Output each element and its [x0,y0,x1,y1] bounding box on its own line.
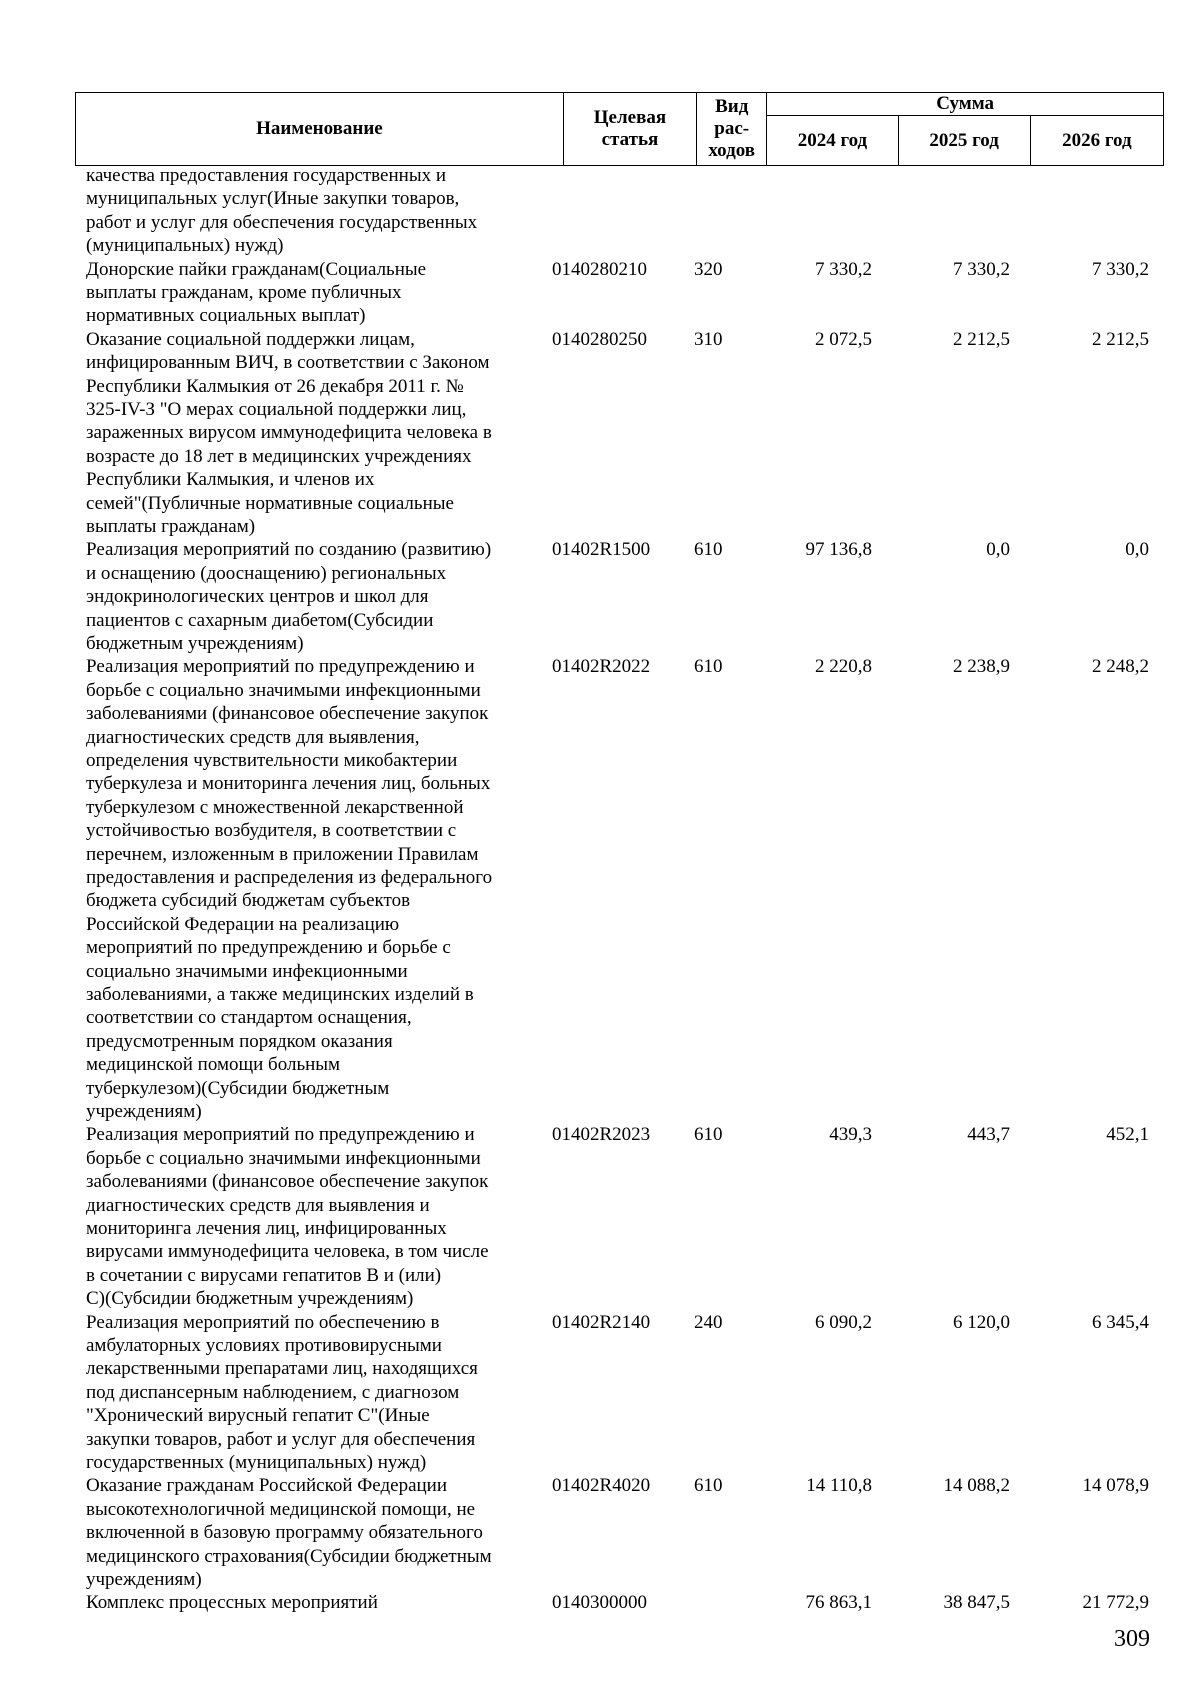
row-name [86,1474,526,1591]
row-amount-2026: 2 212,5 [1092,328,1149,350]
row-name-line: Реализация мероприятий по предупреждению и [86,1124,475,1146]
table-row [0,1311,1200,1475]
row-expense-type: 610 [694,539,723,561]
row-target-article: 0140280210 [552,258,647,280]
page-number: 309 [1114,1626,1150,1652]
row-name-line: перечнем, изложенным в приложении Правилам [86,843,479,865]
row-name-line: Республики Калмыкия от 26 декабря 2011 г. № [86,375,464,397]
row-name-line: пациентов с сахарным диабетом(Субсидии [86,609,434,631]
row-name-line: нормативных социальных выплат) [86,305,366,327]
table-row [0,1123,1200,1310]
row-name [86,164,526,258]
row-name-line: качества предоставления государственных и [86,165,446,186]
row-name-line: определения чувствительности микобактерии [86,750,458,771]
row-amount-2026: 6 345,4 [1092,1311,1149,1333]
row-name-line: Донорские пайки гражданам(Социальные [86,258,427,280]
row-amount-2026: 452,1 [1106,1124,1149,1146]
header-target-article [563,93,696,166]
row-name-line: Реализация мероприятий по предупреждению и [86,656,475,678]
row-name-line: Комплекс процессных мероприятий [86,1592,378,1614]
header-expense-type [697,93,767,166]
row-name-line: борьбе с социально значимыми инфекционными [86,679,481,701]
table-row [0,164,1200,258]
row-name-line: "Хронический вирусный гепатит C"(Иные [86,1405,430,1427]
row-name [86,1123,526,1310]
row-name-line: заболеваниями (финансовое обеспечение закупок [86,1171,489,1193]
row-expense-type: 610 [694,1124,723,1146]
row-amount-2025: 0,0 [986,539,1010,561]
row-name-line: диагностических средств для выявления, [86,726,420,748]
row-name-line: предоставления и распределения из федерального [86,867,493,889]
row-name-line: инфицированным ВИЧ, в соответствии с Законом [86,352,490,374]
row-name-line: социально значимыми инфекционными [86,960,408,982]
row-target-article: 01402R1500 [552,539,651,561]
row-expense-type: 240 [694,1311,723,1333]
row-name-line: Российской Федерации на реализацию [86,913,400,935]
row-target-article: 01402R2022 [552,656,651,678]
table-header [75,92,1164,166]
header-name: Наименование [76,93,564,166]
row-amount-2024: 76 863,1 [805,1592,872,1614]
row-name-line: (муниципальных) нужд) [86,235,284,257]
row-name-line: бюджета субсидий бюджетам субъектов [86,890,411,912]
row-name-line: медицинского страхования(Субсидии бюджетным [86,1545,492,1567]
row-name-line: заболеваниями, а также медицинских изделий в [86,984,474,1006]
row-amount-2024: 7 330,2 [815,258,872,280]
row-name-line: мониторинга лечения лиц, инфицированных [86,1218,447,1239]
row-amount-2025: 14 088,2 [943,1475,1010,1497]
row-name-line: амбулаторных условиях противовирусными [86,1334,442,1356]
row-name-line: борьбе с социально значимыми инфекционными [86,1147,481,1169]
row-name-line: включенной в базовую программу обязательного [86,1522,483,1544]
row-name-line: соответствии со стандартом оснащения, [86,1007,412,1029]
row-name-line: высокотехнологичной медицинской помощи, не [86,1498,476,1520]
header-year-2024: 2024 год [767,116,898,166]
row-amount-2026: 2 248,2 [1092,656,1149,678]
row-expense-type: 610 [694,656,723,678]
row-amount-2025: 2 212,5 [953,328,1010,350]
row-amount-2025: 443,7 [967,1124,1010,1146]
row-amount-2024: 6 090,2 [815,1311,872,1333]
row-name-line: выплаты гражданам) [86,516,256,538]
row-expense-type: 320 [694,258,723,280]
header-vid-line1: Вид [715,96,749,117]
header-year-2025: 2025 год [898,116,1030,166]
row-amount-2026: 21 772,9 [1082,1592,1149,1614]
row-target-article: 01402R4020 [552,1475,651,1497]
row-expense-type: 310 [694,328,723,350]
row-name-line: Реализация мероприятий по обеспечению в [86,1311,440,1333]
row-amount-2025: 2 238,9 [953,656,1010,678]
row-name-line: Республики Калмыкия, и членов их [86,469,375,491]
header-year-2026: 2026 год [1030,116,1163,166]
row-target-article: 01402R2140 [552,1311,651,1333]
table-body [0,164,1200,1615]
row-name-line: заболеваниями (финансовое обеспечение закупок [86,703,489,725]
row-amount-2024: 439,3 [829,1124,872,1146]
row-name-line: туберкулеза и мониторинга лечения лиц, больных [86,773,491,795]
row-name [86,1591,526,1614]
row-name-line: зараженных вирусом иммунодефицита человека в [86,422,492,444]
row-amount-2025: 6 120,0 [953,1311,1010,1333]
header-target-line2: статья [601,129,659,150]
row-name-line: устойчивостью возбудителя, в соответствии с [86,820,457,842]
row-name-line: C)(Субсидии бюджетным учреждениям) [86,1288,414,1310]
row-name-line: семей"(Публичные нормативные социальные [86,492,454,514]
row-name-line: под диспансерным наблюдением, с диагнозом [86,1381,460,1403]
row-name-line: выплаты гражданам, кроме публичных [86,282,402,303]
row-target-article: 0140280250 [552,328,647,350]
row-name-line: 325-IV-З "О мерах социальной поддержки лиц, [86,399,467,420]
row-name-line: бюджетным учреждениям) [86,633,304,654]
row-name-line: туберкулезом с множественной лекарственной [86,796,464,818]
table-row [0,258,1200,328]
row-amount-2025: 7 330,2 [953,258,1010,280]
row-name-line: работ и услуг для обеспечения государственных [86,211,478,233]
row-target-article: 01402R2023 [552,1124,651,1146]
row-amount-2024: 97 136,8 [805,539,872,561]
row-name-line: в сочетании с вирусами гепатитов B и (или) [86,1264,442,1286]
header-sum: Сумма [767,93,1164,116]
header-vid-line2: рас- [714,118,750,139]
row-name-line: вирусами иммунодефицита человека, в том числе [86,1241,489,1263]
table-row [0,328,1200,539]
row-name-line: учреждениям) [86,1101,202,1123]
row-amount-2026: 14 078,9 [1082,1475,1149,1497]
row-amount-2025: 38 847,5 [943,1592,1010,1614]
row-name-line: возрасте до 18 лет в медицинских учреждениях [86,445,472,467]
row-name-line: предусмотренным порядком оказания [86,1030,393,1052]
row-amount-2024: 2 220,8 [815,656,872,678]
row-name-line: закупки товаров, работ и услуг для обеспечения [86,1428,476,1450]
row-name [86,538,526,655]
row-name-line: лекарственными препаратами лиц, находящихся [86,1358,478,1380]
row-target-article: 0140300000 [552,1592,647,1614]
row-name-line: диагностических средств для выявления и [86,1194,430,1216]
table-row [0,1474,1200,1591]
row-expense-type: 610 [694,1475,723,1497]
header-vid-line3: ходов [708,140,756,161]
row-name-line: Оказание социальной поддержки лицам, [86,328,415,350]
table-row [0,1591,1200,1614]
row-name-line: медицинской помощи больным [86,1054,341,1076]
row-name-line: государственных (муниципальных) нужд) [86,1452,427,1473]
row-amount-2026: 0,0 [1125,539,1149,561]
row-name-line: Реализация мероприятий по созданию (развитию) [86,539,492,561]
row-amount-2024: 2 072,5 [815,328,872,350]
table-row [0,538,1200,655]
row-amount-2026: 7 330,2 [1092,258,1149,280]
row-name-line: мероприятий по предупреждению и борьбе с [86,937,451,959]
row-name-line: учреждениям) [86,1568,202,1590]
row-name-line: Оказание гражданам Российской Федерации [86,1475,447,1497]
row-name-line: и оснащению (дооснащению) региональных [86,562,447,584]
row-name-line: эндокринологических центров и школ для [86,586,429,608]
row-name-line: туберкулезом)(Субсидии бюджетным [86,1077,390,1099]
row-name [86,655,526,1123]
row-name-line: муниципальных услуг(Иные закупки товаров, [86,188,460,210]
header-target-line1: Целевая [593,107,667,128]
row-name [86,328,526,539]
row-amount-2024: 14 110,8 [806,1475,872,1497]
table-row [0,655,1200,1123]
row-name [86,258,526,328]
row-name [86,1311,526,1475]
